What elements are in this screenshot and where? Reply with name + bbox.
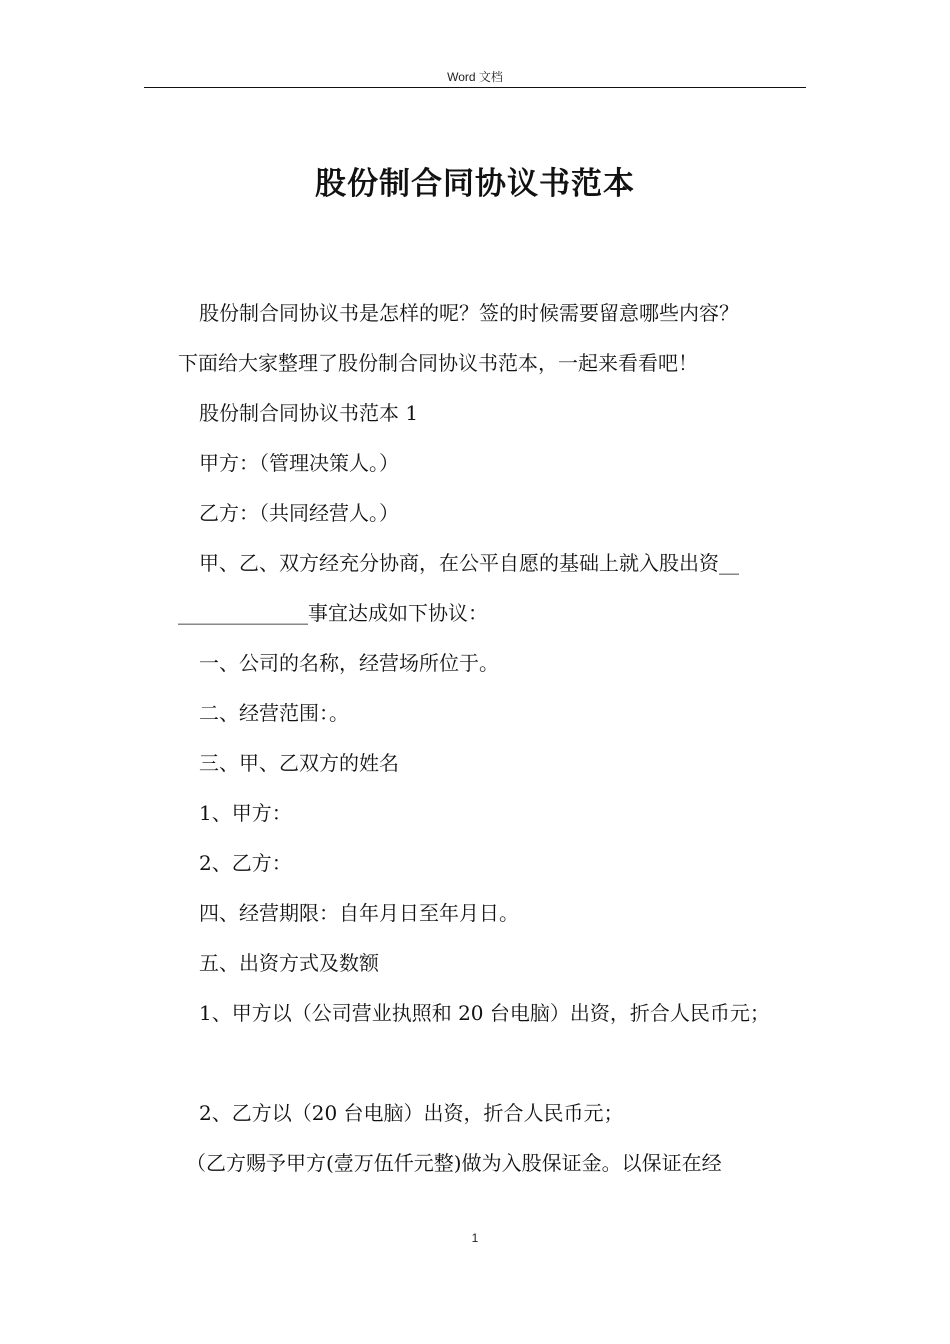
paragraph: 下面给大家整理了股份制合同协议书范本，一起来看看吧！ [178,351,698,375]
paragraph: 股份制合同协议书是怎样的呢？签的时候需要留意哪些内容？ [199,301,739,325]
list-item: 1、甲方： [199,801,292,825]
list-item: 2、乙方以（20 台电脑）出资，折合人民币元； [199,1101,624,1125]
paragraph: 甲、乙、双方经充分协商，在公平自愿的基础上就入股出资__ [199,551,739,575]
paragraph: _____________事宜达成如下协议： [178,601,488,625]
party-b-line: 乙方：（共同经营人。） [199,501,399,525]
page-number: 1 [471,1231,479,1245]
document-title: 股份制合同协议书范本 [315,166,635,202]
page-header: Word 文档 [447,70,503,84]
party-a-line: 甲方：（管理决策人。） [199,451,399,475]
clause: 二、经营范围：。 [199,701,349,725]
clause: 三、甲、乙双方的姓名 [199,751,399,775]
section-heading: 股份制合同协议书范本 1 [199,401,419,425]
blank-line [178,1038,808,1088]
clause: 四、经营期限：自年月日至年月日。 [199,901,519,925]
header-divider [144,87,806,88]
clause: 五、出资方式及数额 [199,951,379,975]
list-item: 2、乙方： [199,851,292,875]
clause: 一、公司的名称，经营场所位于。 [199,651,499,675]
paragraph: （乙方赐予甲方(壹万伍仟元整)做为入股保证金。以保证在经 [186,1151,722,1175]
document-body [178,288,808,1188]
list-item: 1、甲方以（公司营业执照和 20 台电脑）出资，折合人民币元； [199,1001,770,1025]
